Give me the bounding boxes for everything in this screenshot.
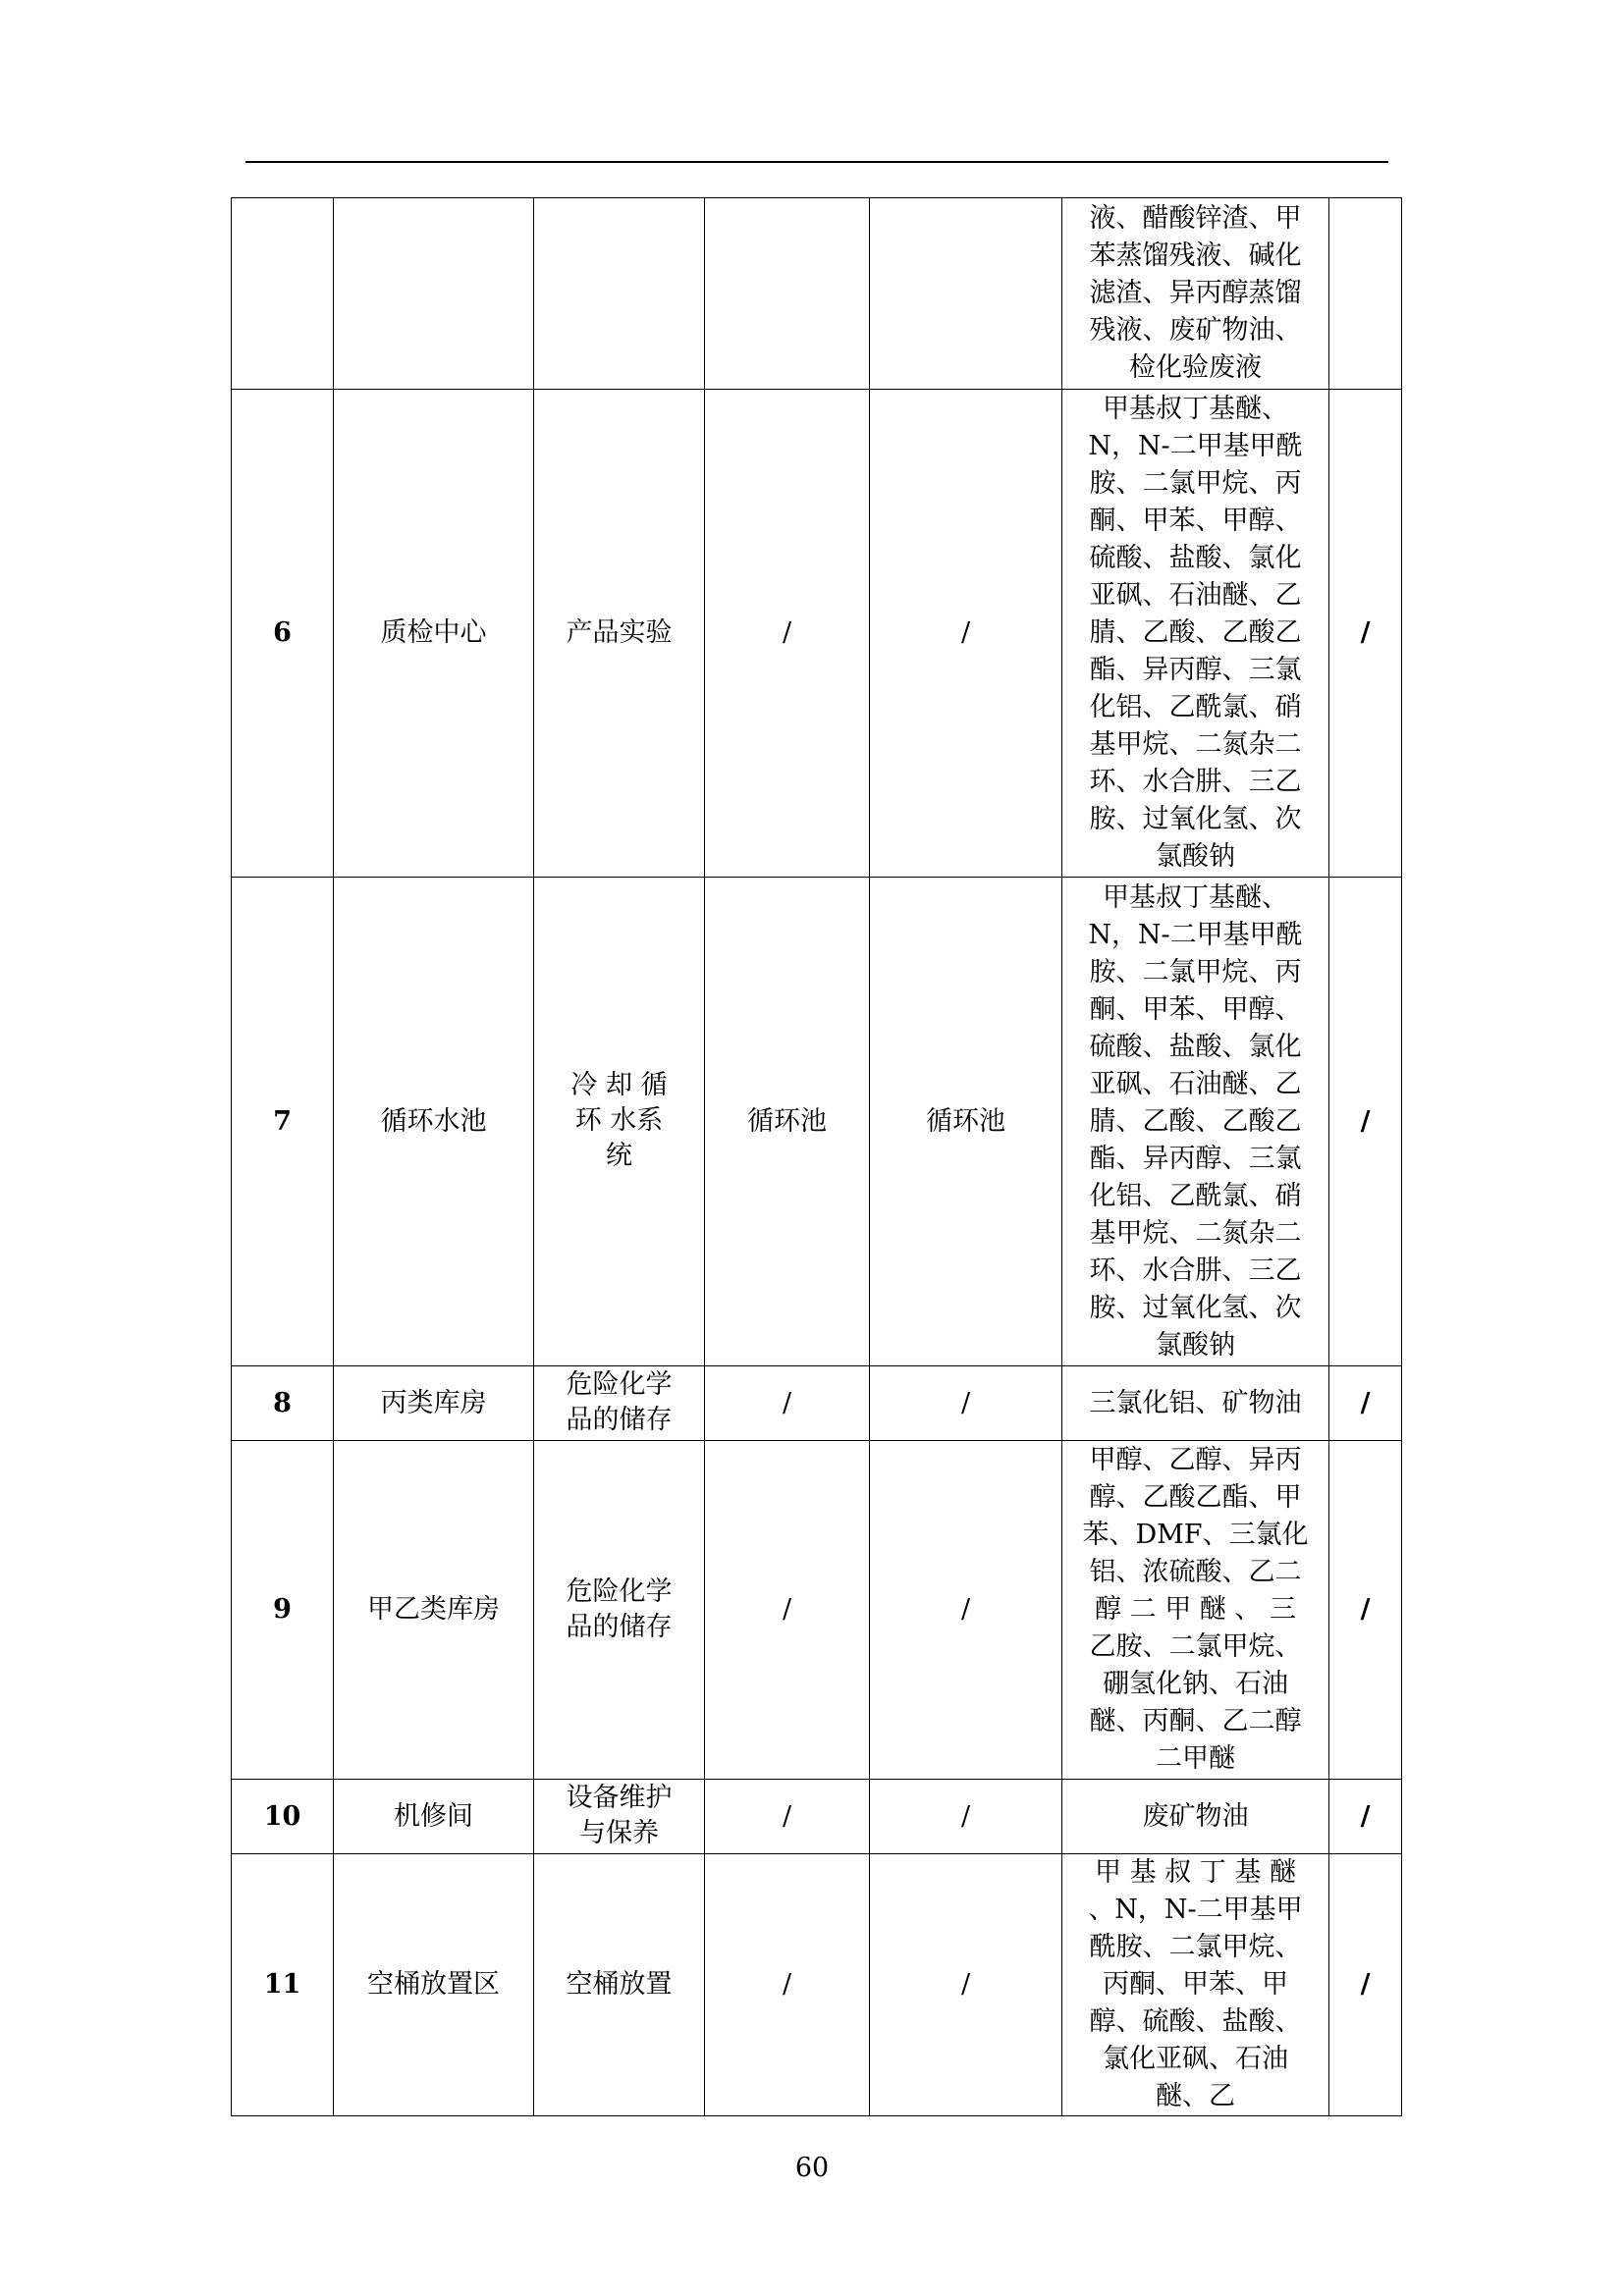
- location-cell: 丙类库房: [334, 1366, 534, 1441]
- table-row: [232, 1441, 1402, 1780]
- activity-cell: 空桶放置: [534, 1854, 705, 2116]
- equipment-cell: 循环池: [705, 878, 870, 1366]
- table-row: [232, 878, 1402, 1366]
- activity-cell: 产品实验: [534, 390, 705, 878]
- activity-cell: [534, 878, 705, 1366]
- substances-cell: [1062, 390, 1329, 878]
- activity-text: 设备维护与保养: [566, 1783, 673, 1848]
- other-cell: /: [1329, 1366, 1402, 1441]
- other-cell: /: [1329, 390, 1402, 878]
- substances-cell: [1062, 1854, 1329, 2116]
- facility-cell: /: [870, 390, 1062, 878]
- substances-cell: [1062, 1780, 1329, 1854]
- facility-cell: 循环池: [870, 878, 1062, 1366]
- location-cell: [334, 198, 534, 390]
- substances-cell: [1062, 1441, 1329, 1780]
- table-row: [232, 390, 1402, 878]
- page-number: 60: [794, 2153, 830, 2183]
- substances-cell: [1062, 878, 1329, 1366]
- substances-text: 甲基叔丁基醚、N，N-二甲基甲酰胺、二氯甲烷、丙酮、甲苯、甲醇、硫酸、盐酸、氯化亚砜、石油醚、乙腈、乙酸、乙酸乙酯、异丙醇、三氯化铝、乙酰氯、硝基甲烷、二氮杂二环、水合肼、三乙胺、过氧化氢、次氯酸钠: [1088, 881, 1303, 1361]
- facility-cell: /: [870, 1854, 1062, 2116]
- location-cell: 机修间: [334, 1780, 534, 1854]
- table-row: [232, 1854, 1402, 2116]
- activity-cell: [534, 1366, 705, 1441]
- location-cell: 甲乙类库房: [334, 1441, 534, 1780]
- activity-text: 冷 却 循 环 水系统: [570, 1070, 668, 1171]
- substances-text: 甲醇、乙醇、异丙醇、乙酸乙酯、甲苯、DMF、三氯化铝、浓硫酸、乙二醇 二 甲 醚 、 三 乙胺、二氯甲烷、硼氢化钠、石油醚、丙酮、乙二醇二甲醚: [1082, 1445, 1309, 1774]
- substances-cell: [1062, 1366, 1329, 1441]
- activity-cell: [534, 1780, 705, 1854]
- activity-text: 危险化学品的储存: [566, 1369, 673, 1435]
- activity-cell: [534, 1441, 705, 1780]
- table-row: [232, 1366, 1402, 1441]
- table-row: [232, 198, 1402, 390]
- other-cell: [1329, 198, 1402, 390]
- row-number: 6: [232, 390, 334, 878]
- facility-cell: [870, 198, 1062, 390]
- substances-text: 液、醋酸锌渣、甲苯蒸馏残液、碱化滤渣、异丙醇蒸馏残液、废矿物油、检化验废液: [1089, 203, 1302, 383]
- substances-cell: [1062, 198, 1329, 390]
- equipment-cell: /: [705, 1366, 870, 1441]
- substances-text: 废矿物油: [1142, 1800, 1249, 1832]
- equipment-cell: /: [705, 390, 870, 878]
- row-number: 7: [232, 878, 334, 1366]
- row-number: 9: [232, 1441, 334, 1780]
- activity-cell: [534, 198, 705, 390]
- table-row: [232, 1780, 1402, 1854]
- other-cell: /: [1329, 1441, 1402, 1780]
- substances-text: 三氯化铝、矿物油: [1089, 1387, 1302, 1418]
- row-number: 11: [232, 1854, 334, 2116]
- row-number: [232, 198, 334, 390]
- equipment-cell: /: [705, 1854, 870, 2116]
- facility-cell: /: [870, 1441, 1062, 1780]
- other-cell: /: [1329, 1780, 1402, 1854]
- facility-cell: /: [870, 1366, 1062, 1441]
- equipment-cell: [705, 198, 870, 390]
- other-cell: /: [1329, 1854, 1402, 2116]
- location-cell: 质检中心: [334, 390, 534, 878]
- equipment-cell: /: [705, 1441, 870, 1780]
- row-number: 10: [232, 1780, 334, 1854]
- location-cell: 循环水池: [334, 878, 534, 1366]
- header-rule: [245, 161, 1388, 163]
- activity-text: 危险化学品的储存: [566, 1575, 673, 1642]
- row-number: 8: [232, 1366, 334, 1441]
- facility-cell: /: [870, 1780, 1062, 1854]
- equipment-cell: /: [705, 1780, 870, 1854]
- substances-text: 甲 基 叔 丁 基 醚 、N，N-二甲基甲酰胺、二氯甲烷、丙酮、甲苯、甲醇、硫酸、盐酸、氯化亚砜、石油醚、乙: [1088, 1857, 1303, 2111]
- location-cell: 空桶放置区: [334, 1854, 534, 2116]
- substances-text: 甲基叔丁基醚、N，N-二甲基甲酰胺、二氯甲烷、丙酮、甲苯、甲醇、硫酸、盐酸、氯化亚砜、石油醚、乙腈、乙酸、乙酸乙酯、异丙醇、三氯化铝、乙酰氯、硝基甲烷、二氮杂二环、水合肼、三乙胺、过氧化氢、次氯酸钠: [1088, 394, 1303, 872]
- pollution-source-table: [231, 197, 1402, 2116]
- other-cell: /: [1329, 878, 1402, 1366]
